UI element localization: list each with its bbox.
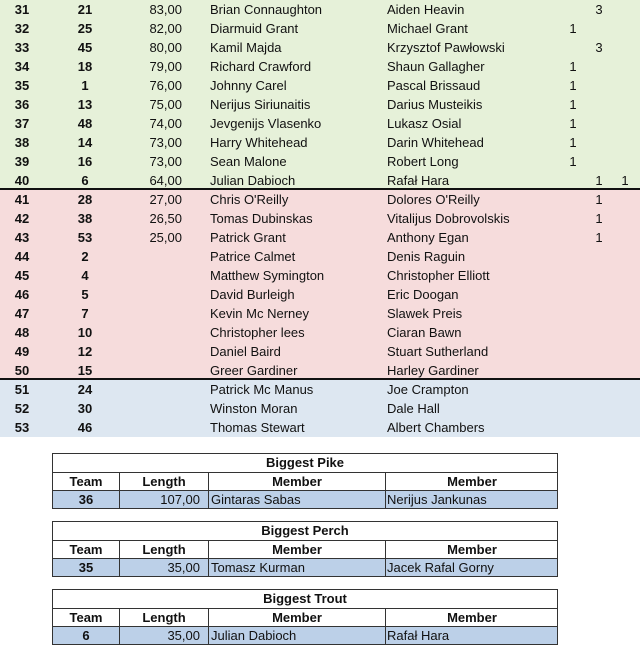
member-1-cell: Johnny Carel: [210, 78, 287, 93]
table-row: [0, 418, 640, 437]
team-cell: 24: [77, 382, 93, 397]
table-row: [0, 323, 640, 342]
position-cell: 43: [14, 230, 30, 245]
length-cell: 73,00: [149, 154, 182, 169]
team-cell: 38: [77, 211, 93, 226]
length-cell: [118, 361, 182, 380]
perch-member-2: Jacek Rafal Gorny: [387, 560, 494, 575]
member-1-cell: Patrice Calmet: [210, 249, 296, 264]
member-1-cell: Daniel Baird: [210, 344, 281, 359]
member-2-cell: Christopher Elliott: [387, 268, 490, 283]
score-3-cell: [618, 342, 632, 361]
position-cell: 49: [14, 344, 30, 359]
position-cell: 38: [14, 135, 30, 150]
score-2-cell: 1: [595, 230, 603, 245]
member-2-cell: Krzysztof Pawłowski: [387, 40, 505, 55]
score-2-cell: [592, 342, 606, 361]
table-row: [0, 133, 640, 152]
score-2-cell: [592, 95, 606, 114]
team-cell: 18: [77, 59, 93, 74]
score-3-cell: [618, 57, 632, 76]
member-2-cell: Darin Whitehead: [387, 135, 484, 150]
score-1-cell: [566, 190, 580, 209]
table-row: [0, 95, 640, 114]
member-2-cell: Anthony Egan: [387, 230, 469, 245]
length-cell: [118, 247, 182, 266]
header-team: Team: [69, 610, 103, 625]
position-cell: 41: [14, 192, 30, 207]
table-row: [0, 247, 640, 266]
table-row: [0, 228, 640, 247]
member-2-cell: Aiden Heavin: [387, 2, 465, 17]
biggest-trout-table: [52, 589, 558, 645]
team-cell: 45: [77, 40, 93, 55]
score-1-cell: [566, 361, 580, 380]
member-1-cell: Thomas Stewart: [210, 420, 305, 435]
length-cell: 73,00: [149, 135, 182, 150]
table-header: [53, 541, 557, 559]
score-1-cell: [566, 399, 580, 418]
biggest-perch-title: Biggest Perch: [53, 522, 557, 541]
position-cell: 32: [14, 21, 30, 36]
table-row: [0, 19, 640, 38]
member-1-cell: Greer Gardiner: [210, 363, 298, 378]
table-row: [53, 559, 557, 576]
score-2-cell: [592, 361, 606, 380]
member-1-cell: Patrick Mc Manus: [210, 382, 314, 397]
position-cell: 35: [14, 78, 30, 93]
trout-length: 35,00: [167, 628, 200, 643]
score-2-cell: [592, 247, 606, 266]
length-cell: 83,00: [149, 2, 182, 17]
position-cell: 36: [14, 97, 30, 112]
table-row: [0, 57, 640, 76]
score-2-cell: 1: [595, 192, 603, 207]
table-row: [0, 114, 640, 133]
header-member: Member: [272, 542, 322, 557]
trout-team: 6: [82, 628, 90, 643]
score-3-cell: [618, 152, 632, 171]
position-cell: 44: [14, 249, 30, 264]
team-cell: 1: [81, 78, 89, 93]
score-2-cell: [592, 323, 606, 342]
team-cell: 16: [77, 154, 93, 169]
table-row: [0, 152, 640, 171]
position-cell: 45: [14, 268, 30, 283]
score-3-cell: [618, 361, 632, 380]
length-cell: [118, 342, 182, 361]
member-2-cell: Eric Doogan: [387, 287, 459, 302]
score-2-cell: [592, 114, 606, 133]
table-row: [0, 190, 640, 209]
score-3-cell: [618, 399, 632, 418]
perch-team: 35: [78, 560, 94, 575]
header-member: Member: [447, 542, 497, 557]
length-cell: 79,00: [149, 59, 182, 74]
position-cell: 31: [14, 2, 30, 17]
length-cell: [118, 380, 182, 399]
position-cell: 34: [14, 59, 30, 74]
position-cell: 33: [14, 40, 30, 55]
member-1-cell: Patrick Grant: [210, 230, 286, 245]
score-1-cell: [566, 0, 580, 19]
team-cell: 13: [77, 97, 93, 112]
score-1-cell: [566, 266, 580, 285]
biggest-perch-table: [52, 521, 558, 577]
member-1-cell: Matthew Symington: [210, 268, 325, 283]
member-1-cell: Richard Crawford: [210, 59, 312, 74]
score-2-cell: [592, 152, 606, 171]
member-2-cell: Denis Raguin: [387, 249, 466, 264]
score-1-cell: 1: [569, 21, 577, 36]
team-cell: 15: [77, 363, 93, 378]
pike-team: 36: [78, 492, 94, 507]
member-2-cell: Harley Gardiner: [387, 363, 479, 378]
position-cell: 53: [14, 420, 30, 435]
table-row: [0, 38, 640, 57]
score-3-cell: 1: [621, 173, 629, 188]
team-cell: 53: [77, 230, 93, 245]
header-member: Member: [447, 610, 497, 625]
length-cell: 82,00: [149, 21, 182, 36]
team-cell: 7: [81, 306, 89, 321]
member-1-cell: Winston Moran: [210, 401, 298, 416]
score-3-cell: [618, 247, 632, 266]
score-2-cell: 1: [595, 173, 603, 188]
position-cell: 39: [14, 154, 30, 169]
score-1-cell: [566, 304, 580, 323]
score-3-cell: [618, 323, 632, 342]
member-2-cell: Albert Chambers: [387, 420, 485, 435]
table-row: [0, 380, 640, 399]
member-1-cell: Chris O'Reilly: [210, 192, 289, 207]
score-2-cell: 3: [595, 40, 603, 55]
length-cell: [118, 418, 182, 437]
biggest-pike-title: Biggest Pike: [53, 454, 557, 473]
member-1-cell: David Burleigh: [210, 287, 295, 302]
position-cell: 48: [14, 325, 30, 340]
table-header: [53, 609, 557, 627]
length-cell: [118, 304, 182, 323]
score-2-cell: [592, 304, 606, 323]
score-2-cell: [592, 285, 606, 304]
position-cell: 46: [14, 287, 30, 302]
score-3-cell: [618, 19, 632, 38]
length-cell: [118, 399, 182, 418]
member-2-cell: Pascal Brissaud: [387, 78, 481, 93]
length-cell: 64,00: [149, 173, 182, 188]
header-member: Member: [272, 474, 322, 489]
length-cell: [118, 323, 182, 342]
score-1-cell: [566, 342, 580, 361]
score-3-cell: [618, 380, 632, 399]
team-cell: 2: [81, 249, 89, 264]
score-2-cell: 1: [595, 211, 603, 226]
member-1-cell: Tomas Dubinskas: [210, 211, 313, 226]
score-3-cell: [618, 133, 632, 152]
position-cell: 51: [14, 382, 30, 397]
member-2-cell: Shaun Gallagher: [387, 59, 485, 74]
position-cell: 47: [14, 306, 30, 321]
score-3-cell: [618, 228, 632, 247]
score-1-cell: [566, 209, 580, 228]
member-1-cell: Diarmuid Grant: [210, 21, 299, 36]
score-1-cell: [566, 38, 580, 57]
length-cell: [118, 285, 182, 304]
member-2-cell: Lukasz Osial: [387, 116, 462, 131]
score-3-cell: [618, 190, 632, 209]
header-team: Team: [69, 542, 103, 557]
header-length: Length: [142, 474, 186, 489]
member-2-cell: Slawek Preis: [387, 306, 463, 321]
table-row: [53, 627, 557, 644]
table-row: [0, 304, 640, 323]
biggest-pike-table: [52, 453, 558, 509]
member-2-cell: Vitalijus Dobrovolskis: [387, 211, 510, 226]
team-cell: 10: [77, 325, 93, 340]
table-row: [0, 0, 640, 19]
header-team: Team: [69, 474, 103, 489]
member-1-cell: Kamil Majda: [210, 40, 282, 55]
score-3-cell: [618, 38, 632, 57]
team-cell: 12: [77, 344, 93, 359]
score-3-cell: [618, 209, 632, 228]
length-cell: 26,50: [149, 211, 182, 226]
score-2-cell: [592, 399, 606, 418]
pike-member-1: Gintaras Sabas: [211, 492, 301, 507]
member-2-cell: Rafał Hara: [387, 173, 450, 188]
member-2-cell: Ciaran Bawn: [387, 325, 462, 340]
score-2-cell: [592, 57, 606, 76]
table-row: [0, 399, 640, 418]
score-3-cell: [618, 266, 632, 285]
length-cell: 76,00: [149, 78, 182, 93]
member-1-cell: Jevgenijs Vlasenko: [210, 116, 322, 131]
team-cell: 6: [81, 173, 89, 188]
score-3-cell: [618, 95, 632, 114]
member-1-cell: Nerijus Siriunaitis: [210, 97, 311, 112]
score-1-cell: 1: [569, 116, 577, 131]
score-1-cell: [566, 228, 580, 247]
score-2-cell: 3: [595, 2, 603, 17]
header-length: Length: [142, 610, 186, 625]
score-1-cell: 1: [569, 59, 577, 74]
team-cell: 14: [77, 135, 93, 150]
team-cell: 28: [77, 192, 93, 207]
score-2-cell: [592, 133, 606, 152]
score-3-cell: [618, 285, 632, 304]
perch-member-1: Tomasz Kurman: [211, 560, 305, 575]
member-2-cell: Michael Grant: [387, 21, 468, 36]
team-cell: 21: [77, 2, 93, 17]
length-cell: 74,00: [149, 116, 182, 131]
member-1-cell: Kevin Mc Nerney: [210, 306, 309, 321]
perch-length: 35,00: [167, 560, 200, 575]
member-1-cell: Sean Malone: [210, 154, 287, 169]
trout-member-1: Julian Dabioch: [211, 628, 297, 643]
score-2-cell: [592, 76, 606, 95]
score-2-cell: [592, 418, 606, 437]
score-1-cell: 1: [569, 97, 577, 112]
member-2-cell: Darius Musteikis: [387, 97, 483, 112]
table-row: [0, 285, 640, 304]
table-row: [0, 342, 640, 361]
position-cell: 37: [14, 116, 30, 131]
biggest-trout-title: Biggest Trout: [53, 590, 557, 609]
score-3-cell: [618, 418, 632, 437]
table-row: [0, 266, 640, 285]
score-3-cell: [618, 304, 632, 323]
score-2-cell: [592, 19, 606, 38]
table-row: [0, 76, 640, 95]
header-member: Member: [447, 474, 497, 489]
team-cell: 25: [77, 21, 93, 36]
score-1-cell: 1: [569, 154, 577, 169]
member-1-cell: Brian Connaughton: [210, 2, 323, 17]
member-2-cell: Joe Crampton: [387, 382, 469, 397]
team-cell: 4: [81, 268, 89, 283]
team-cell: 48: [77, 116, 93, 131]
pike-length: 107,00: [160, 492, 200, 507]
score-1-cell: 1: [569, 135, 577, 150]
table-row: [0, 361, 640, 380]
trout-member-2: Rafał Hara: [387, 628, 450, 643]
score-1-cell: [566, 380, 580, 399]
score-3-cell: [618, 114, 632, 133]
score-1-cell: [566, 171, 580, 190]
team-cell: 46: [77, 420, 93, 435]
table-row: [53, 491, 557, 508]
header-length: Length: [142, 542, 186, 557]
team-cell: 30: [77, 401, 93, 416]
header-member: Member: [272, 610, 322, 625]
team-cell: 5: [81, 287, 89, 302]
table-row: [0, 171, 640, 190]
member-2-cell: Robert Long: [387, 154, 459, 169]
score-1-cell: [566, 247, 580, 266]
member-1-cell: Harry Whitehead: [210, 135, 308, 150]
length-cell: 27,00: [149, 192, 182, 207]
table-row: [0, 209, 640, 228]
score-1-cell: [566, 323, 580, 342]
member-1-cell: Christopher lees: [210, 325, 305, 340]
member-2-cell: Stuart Sutherland: [387, 344, 489, 359]
position-cell: 52: [14, 401, 30, 416]
score-2-cell: [592, 380, 606, 399]
length-cell: [118, 266, 182, 285]
length-cell: 75,00: [149, 97, 182, 112]
position-cell: 40: [14, 173, 30, 188]
member-2-cell: Dale Hall: [387, 401, 440, 416]
position-cell: 42: [14, 211, 30, 226]
member-2-cell: Dolores O'Reilly: [387, 192, 480, 207]
score-1-cell: 1: [569, 78, 577, 93]
length-cell: 25,00: [149, 230, 182, 245]
score-2-cell: [592, 266, 606, 285]
score-3-cell: [618, 0, 632, 19]
score-3-cell: [618, 76, 632, 95]
score-1-cell: [566, 285, 580, 304]
table-header: [53, 473, 557, 491]
length-cell: 80,00: [149, 40, 182, 55]
member-1-cell: Julian Dabioch: [210, 173, 296, 188]
pike-member-2: Nerijus Jankunas: [387, 492, 487, 507]
score-1-cell: [566, 418, 580, 437]
position-cell: 50: [14, 363, 30, 378]
